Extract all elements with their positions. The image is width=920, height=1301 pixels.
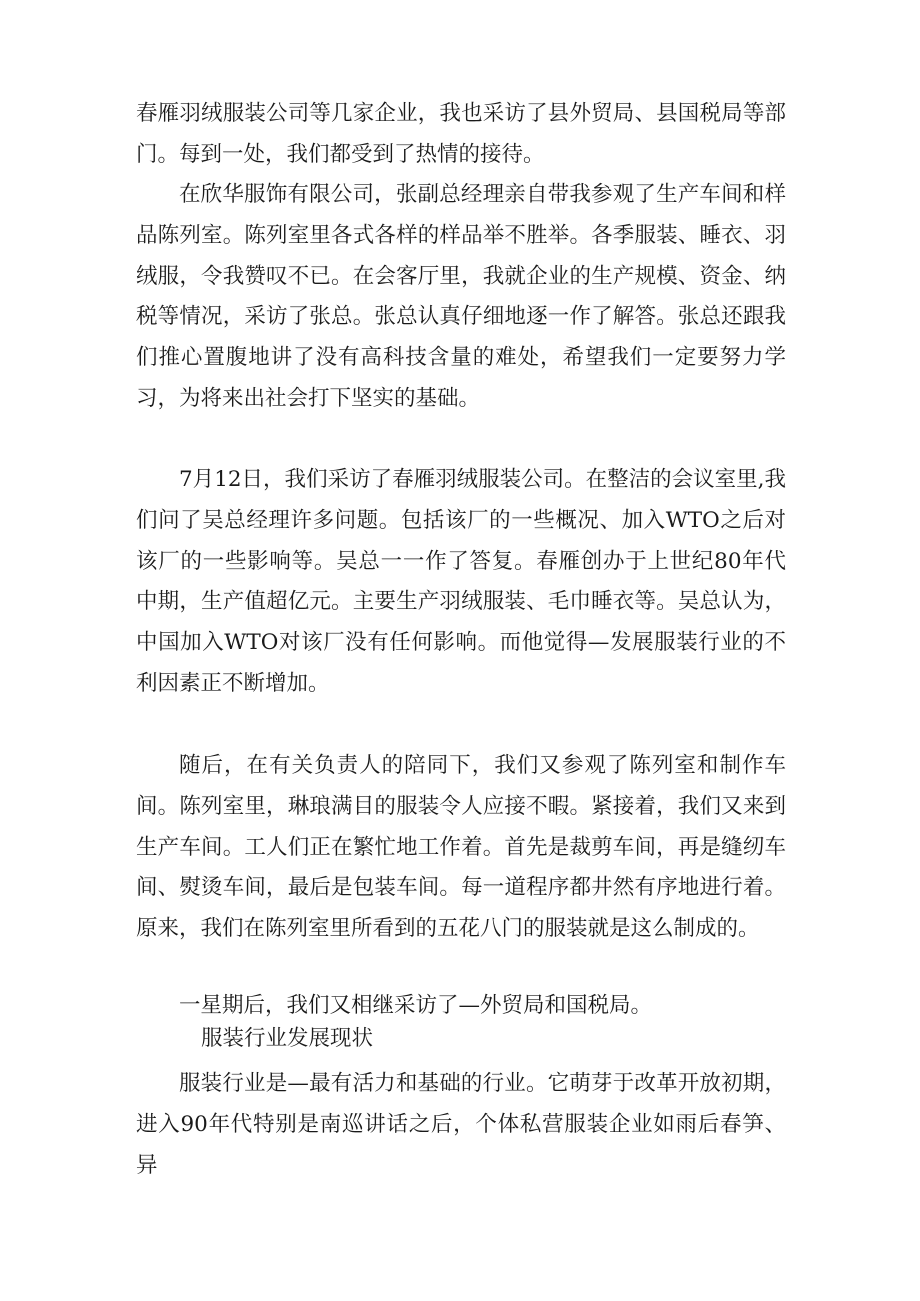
paragraph-workshop-tour: 随后，在有关负责人的陪同下，我们又参观了陈列室和制作车间。陈列室里，琳琅满目的服装令人应接不暇。紧接着，我们又来到生产车间。工人们正在繁忙地工作着。首先是裁剪车间，再是缝纫车间、熨烫车间，最后是包装车间。每一道程序都井然有序地进行着。原来，我们在陈列室里所看到的五花八门的服装就是这么制成的。 — [136, 753, 786, 942]
paragraph-xinhua-visit: 在欣华服饰有限公司，张副总经理亲自带我参观了生产车间和样品陈列室。陈列室里各式各样的样品举不胜举。各季服装、睡衣、羽绒服，令我赞叹不已。在会客厅里，我就企业的生产规模、资金、纳税等情况，采访了张总。张总认真仔细地逐一作了解答。张总还跟我们推心置腹地讲了没有高科技含量的难处，希望我们一定要努力学习，为将来出社会打下坚实的基础。 — [136, 182, 786, 411]
paragraph-one-week-later: 一星期后，我们又相继采访了—外贸局和国税局。 — [179, 993, 653, 1018]
paragraph-industry-status: 服装行业是—最有活力和基础的行业。它萌芽于改革开放初期，进入90年代特别是南巡讲话之后，个体私营服装企业如雨后春笋、异 — [136, 1071, 786, 1178]
paragraph-intro-continuation: 春雁羽绒服装公司等几家企业，我也采访了县外贸局、县国税局等部门。每到一处，我们都受到了热情的接待。 — [136, 101, 786, 167]
section-heading: 服装行业发展现状 — [201, 1026, 374, 1051]
paragraph-chunyan-visit: 7月12日，我们采访了春雁羽绒服装公司。在整洁的会议室里,我们问了吴总经理许多问题。包括该厂的一些概况、加入WTO之后对该厂的一些影响等。吴总一一作了答复。春雁创办于上世纪80年代中期，生产值超亿元。主要生产羽绒服装、毛巾睡衣等。吴总认为，中国加入WTO对该厂没有任何影响。而他觉得—发展服装行业的不利因素正不断增加。 — [136, 467, 786, 696]
